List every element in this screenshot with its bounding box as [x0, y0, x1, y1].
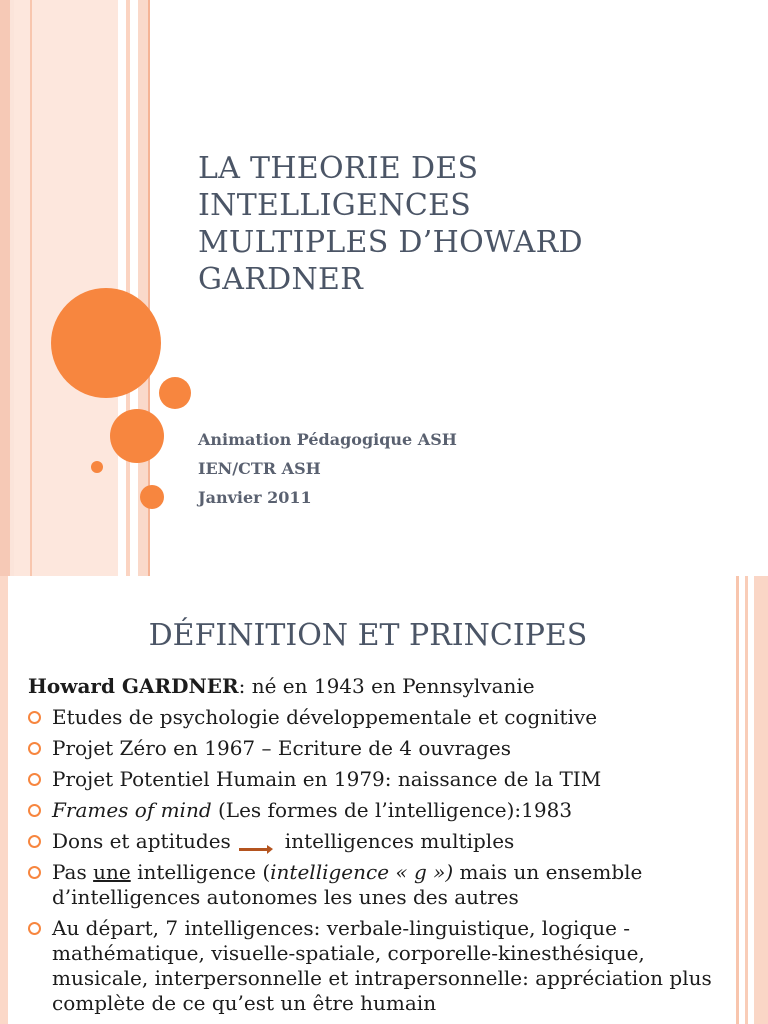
bullet-text: intelligence ( [130, 860, 271, 884]
bullet-circle-icon [28, 804, 41, 817]
bullet-item [28, 829, 728, 854]
bullet-circle-icon [28, 866, 41, 879]
decor-circle [159, 377, 191, 409]
decor-stripe [754, 576, 768, 1024]
decor-stripe [118, 0, 126, 576]
bullet-item [28, 916, 728, 1016]
slide-title: DÉFINITION ET PRINCIPES [148, 618, 588, 653]
bullet-text: Projet Zéro en 1967 – Ecriture de 4 ouvrages [52, 736, 511, 760]
bullet-text: (Les formes de l’intelligence):1983 [211, 798, 573, 822]
decor-circle-small [91, 461, 103, 473]
title-line: LA THEORIE DES [198, 151, 479, 186]
bullet-item [28, 767, 728, 792]
arrow-right-icon [239, 840, 273, 852]
decor-circle-large [51, 288, 161, 398]
bullet-text: Projet Potentiel Humain en 1979: naissance de la TIM [52, 767, 602, 791]
title-line: INTELLIGENCES [198, 188, 472, 223]
bullet-text: Au départ, 7 intelligences: verbale-linguistique, logique - mathématique, visuelle-spatiale, corporelle-kinesthésique, musicale, interpersonnelle et intrapersonnelle: appréciation plus complète de ce qu’est un être humain [52, 916, 712, 1015]
slide-title [198, 150, 738, 298]
decor-stripe [30, 0, 32, 576]
author-name: Howard GARDNER [28, 674, 239, 698]
decor-stripe [0, 0, 10, 576]
bullet-circle-icon [28, 711, 41, 724]
decor-stripe [130, 0, 138, 576]
bullet-circle-icon [28, 742, 41, 755]
bullet-text: intelligences multiples [284, 829, 515, 853]
slide-body [28, 674, 728, 1022]
bullet-circle-icon [28, 922, 41, 935]
title-line: MULTIPLES D’HOWARD [198, 225, 583, 260]
bullet-item [28, 860, 728, 910]
definition-slide [0, 576, 768, 1024]
bullet-item [28, 705, 728, 730]
bullet-item [28, 736, 728, 761]
decor-circle [110, 409, 164, 463]
bullet-text: Etudes de psychologie développementale et cognitive [52, 705, 598, 729]
bullet-text: Pas [52, 860, 94, 884]
lead-text: : né en 1943 en Pennsylvanie [238, 674, 535, 698]
bullet-item [28, 798, 728, 823]
bullet-circle-icon [28, 773, 41, 786]
bullet-text: Dons et aptitudes [52, 829, 231, 853]
italic-term: intelligence « g ») [270, 860, 454, 884]
slide-subtitle [198, 425, 457, 512]
bullet-circle-icon [28, 835, 41, 848]
lead-line [28, 674, 728, 699]
subtitle-line: Janvier 2011 [198, 488, 312, 507]
title-line: GARDNER [198, 262, 364, 297]
subtitle-line: Animation Pédagogique ASH [198, 430, 457, 449]
book-title: Frames of mind [52, 798, 212, 822]
bullet-text: mais un ensemble d’intelligences autonomes les unes des autres [52, 860, 643, 909]
decor-circle [140, 485, 164, 509]
subtitle-line: IEN/CTR ASH [198, 459, 321, 478]
underlined-word: une [93, 860, 131, 884]
